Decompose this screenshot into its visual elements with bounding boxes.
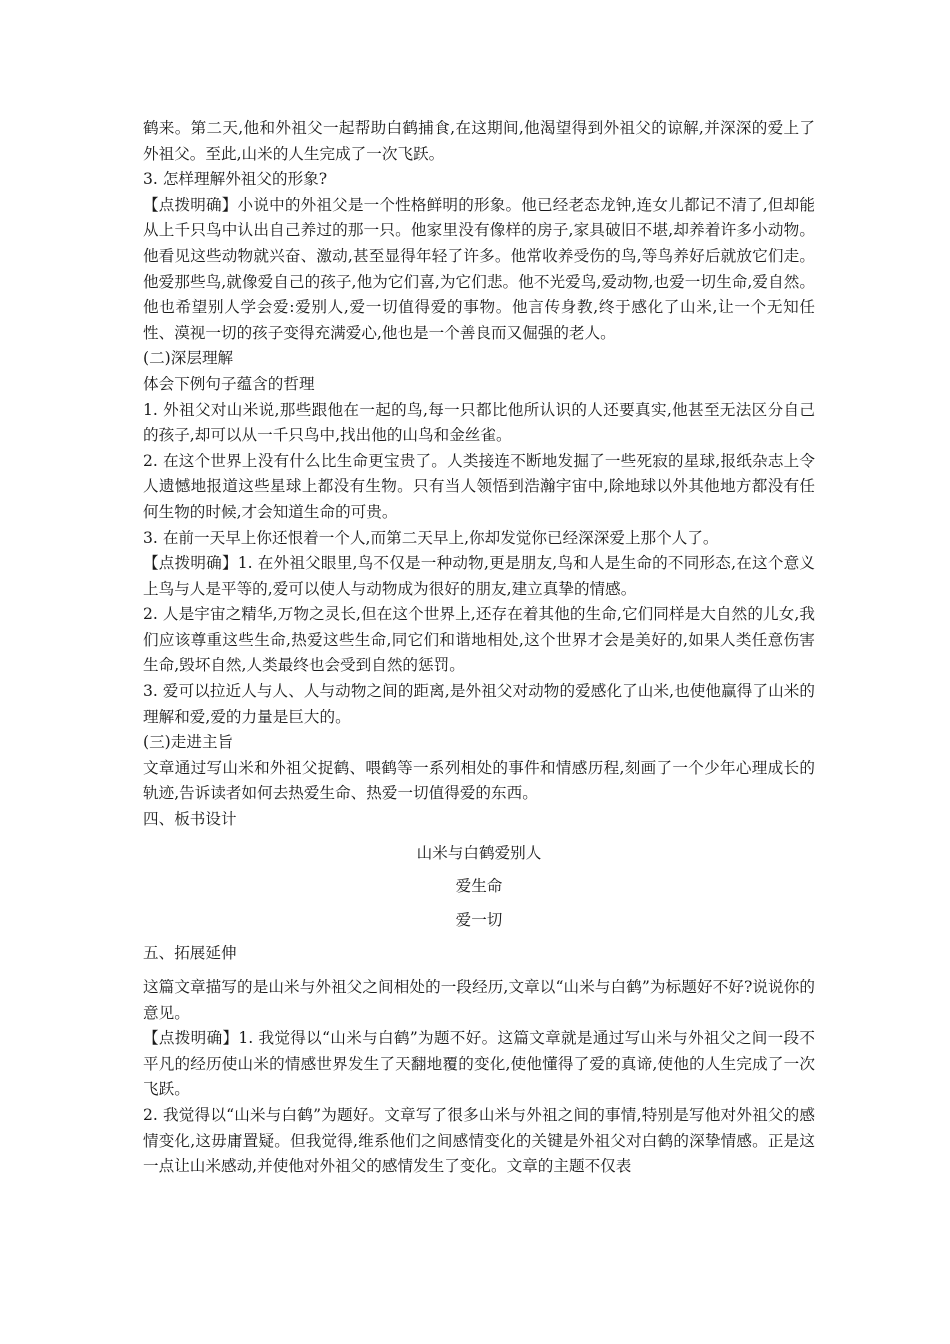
board-line-1: 山米与白鹤爱别人 bbox=[416, 843, 542, 862]
explanation-1: 【点拨明确】1. 在外祖父眼里,鸟不仅是一种动物,更是朋友,鸟和人是生命的不同形态,在这个意义上鸟与人是平等的,爱可以使人与动物成为很好的朋友,建立真挚的情感。 bbox=[143, 554, 815, 598]
section-heading-extension: 五、拓展延伸 bbox=[143, 944, 237, 963]
document-page bbox=[143, 116, 815, 1180]
sentence-1: 1. 外祖父对山米说,那些跟他在一起的鸟,每一只都比他所认识的人还要真实,他甚至无法区分自己的孩子,却可以从一千只鸟中,找出他的山鸟和金丝雀。 bbox=[143, 400, 815, 445]
sentence-2: 2. 在这个世界上没有什么比生命更宝贵了。人类接连不断地发掘了一些死寂的星球,报纸杂志上令人遗憾地报道这些星球上都没有生物。只有当人领悟到浩瀚宇宙中,除地球以外其他地方都没有任何生物的时候,才会知道生命的可贵。 bbox=[143, 451, 815, 521]
section-heading-theme: (三)走进主旨 bbox=[143, 733, 234, 752]
section-subheading: 体会下例句子蕴含的哲理 bbox=[143, 374, 315, 393]
question-3: 3. 怎样理解外祖父的形象? bbox=[143, 170, 328, 189]
board-line-2: 爱生命 bbox=[455, 877, 503, 896]
section-heading-deep-understanding: (二)深层理解 bbox=[143, 349, 234, 368]
sentence-3: 3. 在前一天早上你还恨着一个人,而第二天早上,你却发觉你已经深深爱上那个人了。 bbox=[143, 528, 719, 547]
explanation-2: 2. 人是宇宙之精华,万物之灵长,但在这个世界上,还存在着其他的生命,它们同样是大自然的儿女,我们应该尊重这些生命,热爱这些生命,同它们和谐地相处,这个世界才会是美好的,如果人类任意伤害生命,毁坏自然,人类最终也会受到自然的惩罚。 bbox=[143, 605, 815, 675]
extension-answer-1: 【点拨明确】1. 我觉得以“山米与白鹤”为题不好。这篇文章就是通过写山米与外祖父之间一段不平凡的经历使山米的情感世界发生了天翻地覆的变化,使他懂得了爱的真谛,使他的人生完成了一次飞跃。 bbox=[143, 1029, 815, 1099]
section-heading-board: 四、板书设计 bbox=[143, 810, 237, 829]
answer-3: 【点拨明确】小说中的外祖父是一个性格鲜明的形象。他已经老态龙钟,连女儿都记不清了,但却能从上千只鸟中认出自己养过的那一只。他家里没有像样的房子,家具破旧不堪,却养着许多小动物。他看见这些动物就兴奋、激动,甚至显得年轻了许多。他常收养受伤的鸟,等鸟养好后就放它们走。他爱那些鸟,就像爱自己的孩子,他为它们喜,为它们悲。他不光爱鸟,爱动物,也爱一切生命,爱自然。他也希望别人学会爱:爱别人,爱一切值得爱的事物。他言传身教,终于感化了山米,让一个无知任性、漠视一切的孩子变得充满爱心,他也是一个善良而又倔强的老人。 bbox=[143, 195, 815, 342]
board-line-3: 爱一切 bbox=[455, 910, 503, 929]
theme-text: 文章通过写山米和外祖父捉鹤、喂鹤等一系列相处的事件和情感历程,刻画了一个少年心理成长的轨迹,告诉读者如何去热爱生命、热爱一切值得爱的东西。 bbox=[143, 758, 815, 803]
extension-answer-2: 2. 我觉得以“山米与白鹤”为题好。文章写了很多山米与外祖之间的事情,特别是写他对外祖父的感情变化,这毋庸置疑。但我觉得,维系他们之间感情变化的关键是外祖父对白鹤的深挚情感。正是这一点让山米感动,并使他对外祖父的感情发生了变化。文章的主题不仅表 bbox=[143, 1105, 815, 1176]
extension-question: 这篇文章描写的是山米与外祖父之间相处的一段经历,文章以“山米与白鹤”为标题好不好?说说你的意见。 bbox=[143, 978, 815, 1022]
paragraph-continuation: 鹤来。第二天,他和外祖父一起帮助白鹤捕食,在这期间,他渴望得到外祖父的谅解,并深深的爱上了外祖父。至此,山米的人生完成了一次飞跃。 bbox=[143, 119, 815, 163]
explanation-3: 3. 爱可以拉近人与人、人与动物之间的距离,是外祖父对动物的爱感化了山米,也使他赢得了山米的理解和爱,爱的力量是巨大的。 bbox=[143, 682, 815, 726]
